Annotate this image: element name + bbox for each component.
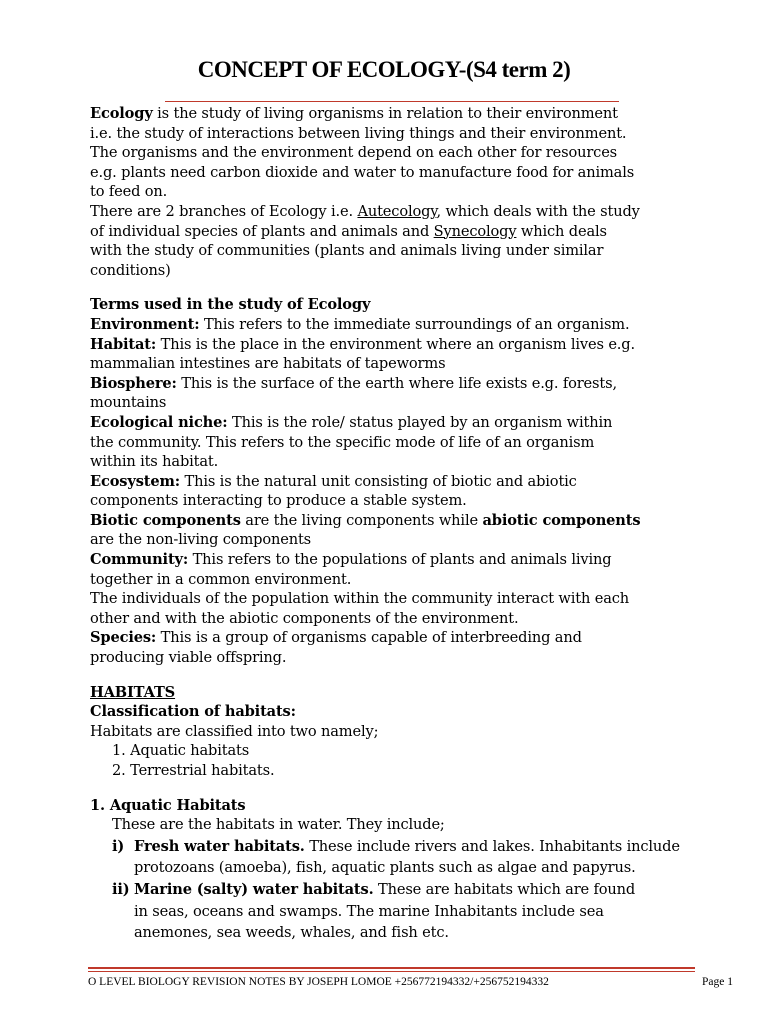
classification-heading: Classification of habitats: xyxy=(90,703,296,721)
document-body: Ecology is the study of living organisms in relation to their environment i.e. the study of interactions between living things and their environment. The organisms and the environment depend on each other for resources e.g. plants need carbon dioxide and water to manufacture food for animals to feed on. There are 2 branches of Ecology i.e. Autecology, which deals with the study of individual species of plants and animals and Synecology which deals with the study of communities (plants and animals living under similar conditions) Terms used in the study of Ecology Environment: This refers to the immediate surroundings of an organism. Habitat: This is the place in the environment where an organism lives e.g. mammalian intestines are habitats of tapeworms Biosphere: This is the surface of the earth where life exists e.g. forests, mountains Ecological niche: This is the role/ status played by an organism within the community. This refers to the specific mode of life of an organism within its habitat. Ecosystem: This is the natural unit consisting of biotic and abiotic components interacting to produce a stable system. Biotic components are the living components while abiotic components are the non-living components Community: This refers to the populations of plants and animals living together in a common environment. The individuals of the population within the community interact with each other and with the abiotic components of the environment. Species: This is a group of organisms capable of interbreeding and producing viable offspring. HABITATS Classification of habitats: Habitats are classified into two namely; 1. Aquatic habitats 2. Terrestrial habitats. 1. Aquatic Habitats These are the habitats in water. They include; i) Fresh water habitats. These include rivers and lakes. Inhabitants include protozoans (amoeba), fish, aquatic plants such as algae and papyrus. ii) Marine (salty) water habitats. These are habitats which are found in seas, oceans and swamps. The marine Inhabitants include sea anemones, sea weeds, whales, and fish etc. xyxy=(90,104,740,943)
habitat-entry: Habitat: This is the place in the environment where an organism lives e.g. xyxy=(90,335,635,353)
biosphere-entry: Biosphere: This is the surface of the earth where life exists e.g. forests, xyxy=(90,374,617,392)
list-item: 1. Aquatic habitats xyxy=(112,742,250,760)
footer-rule xyxy=(88,971,695,972)
habitats-heading: HABITATS xyxy=(90,683,176,701)
marine-water-entry: ii) Marine (salty) water habitats. These are habitats which are found xyxy=(112,880,636,898)
page-title: CONCEPT OF ECOLOGY-(S4 term 2) xyxy=(197,57,571,82)
ecosystem-entry: Ecosystem: This is the natural unit consisting of biotic and abiotic xyxy=(90,472,577,490)
terms-heading: Terms used in the study of Ecology xyxy=(90,296,371,314)
community-entry: Community: This refers to the populations of plants and animals living xyxy=(90,551,612,569)
footer-rule xyxy=(88,967,695,969)
biotic-entry: Biotic components are the living components while abiotic components xyxy=(90,511,641,529)
fresh-water-entry: i) Fresh water habitats. These include rivers and lakes. Inhabitants include xyxy=(112,837,680,855)
page-footer xyxy=(88,976,733,988)
aquatic-heading: 1. Aquatic Habitats xyxy=(90,796,246,814)
footer-text: O LEVEL BIOLOGY REVISION NOTES BY JOSEPH LOMOE +256772194332/+256752194332 xyxy=(88,976,549,988)
synecology-term: Synecology xyxy=(433,222,517,240)
page-number: Page 1 xyxy=(702,976,733,988)
environment-entry: Environment: This refers to the immediate surroundings of an organism. xyxy=(90,315,630,333)
branches-paragraph: There are 2 branches of Ecology i.e. Autecology, which deals with the study xyxy=(90,202,640,220)
species-entry: Species: This is a group of organisms capable of interbreeding and xyxy=(90,629,582,647)
autecology-term: Autecology xyxy=(357,202,437,220)
ecology-term: Ecology xyxy=(90,105,153,122)
title-underline xyxy=(165,101,619,102)
ecology-definition: Ecology is the study of living organisms in relation to their environment xyxy=(90,105,618,122)
niche-entry: Ecological niche: This is the role/ status played by an organism within xyxy=(90,413,613,431)
list-item: 2. Terrestrial habitats. xyxy=(112,762,275,779)
